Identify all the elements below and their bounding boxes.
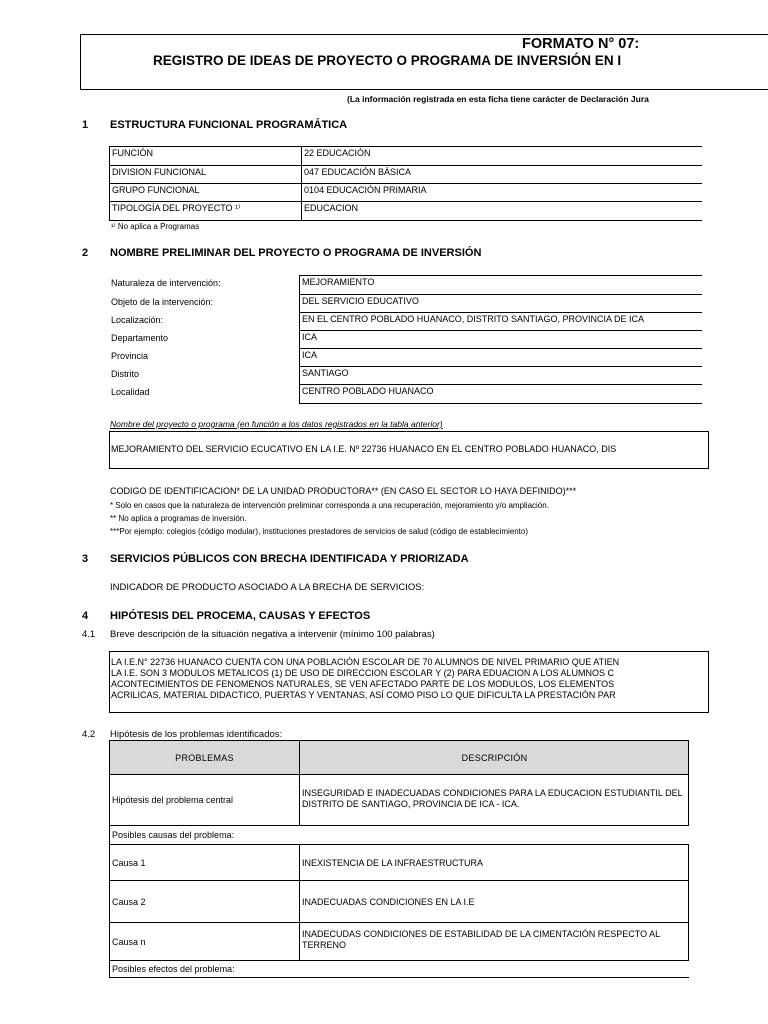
s4-desc-line-1: LA I.E.N° 22736 HUANACO CUENTA CON UNA POBLACIÓN ESCOLAR DE 70 ALUMNOS DE NIVEL PRIMARIO QUE ATIEN bbox=[111, 657, 620, 667]
s2-nombre-label: Nombre del proyecto o programa (en función a los datos registrados en la tabla anterior) bbox=[110, 419, 443, 429]
s1-label-funcion: FUNCIÓN bbox=[109, 146, 302, 165]
section-1-title: ESTRUCTURA FUNCIONAL PROGRAMÁTICA bbox=[110, 119, 348, 131]
s2-value-naturaleza: MEJORAMIENTO bbox=[299, 275, 702, 294]
causa-1-desc: INEXISTENCIA DE LA INFRAESTRUCTURA bbox=[300, 844, 689, 881]
s4-1-number: 4.1 bbox=[82, 629, 96, 640]
col-header-problemas: PROBLEMAS bbox=[109, 740, 300, 775]
causa-2-desc: INADECUADAS CONDICIONES EN LA I.E bbox=[300, 881, 689, 923]
s2-label-provincia: Provincia bbox=[111, 351, 149, 361]
central-label: Hipótesis del problema central bbox=[109, 775, 300, 826]
s2-codigo: CODIGO DE IDENTIFICACION* DE LA UNIDAD PRODUCTORA** (EN CASO EL SECTOR LO HAYA DEFINIDO)*** bbox=[110, 486, 577, 496]
section-3-number: 3 bbox=[82, 553, 89, 565]
causas-label: Posibles causas del problema: bbox=[109, 826, 689, 844]
s2-label-departamento: Departamento bbox=[111, 333, 169, 343]
s1-label-tipologia: TIPOLOGÍA DEL PROYECTO ¹⁾ bbox=[109, 201, 302, 221]
s2-note-2: ** No aplica a programas de inversión. bbox=[110, 514, 247, 523]
col-header-descripcion: DESCRIPCIÓN bbox=[300, 740, 689, 775]
s4-2-label: Hipótesis de los problemas identificados: bbox=[110, 729, 283, 740]
s2-note-3: ***Por ejemplo: colegios (código modular), instituciones prestadores de servicios de salud (código de establecimiento) bbox=[110, 527, 528, 536]
section-2-number: 2 bbox=[82, 247, 89, 259]
s2-value-localizacion: EN EL CENTRO POBLADO HUANACO, DISTRITO SANTIAGO, PROVINCIA DE ICA bbox=[299, 312, 702, 330]
causa-n-label: Causa n bbox=[109, 923, 300, 961]
s2-label-localizacion: Localización: bbox=[111, 315, 164, 325]
s2-label-localidad: Localidad bbox=[111, 387, 150, 397]
s2-value-objeto: DEL SERVICIO EDUCATIVO bbox=[299, 294, 702, 312]
s2-label-objeto: Objeto de la intervención: bbox=[111, 297, 214, 307]
s2-value-localidad: CENTRO POBLADO HUANACO bbox=[299, 384, 702, 404]
causa-1-label: Causa 1 bbox=[109, 844, 300, 881]
s2-value-departamento: ICA bbox=[299, 330, 702, 348]
section-1-number: 1 bbox=[82, 119, 89, 131]
section-4-number: 4 bbox=[82, 610, 89, 622]
s1-value-division: 047 EDUCACIÓN BÁSICA bbox=[302, 165, 702, 183]
section-3-title: SERVICIOS PÚBLICOS CON BRECHA IDENTIFICADA Y PRIORIZADA bbox=[110, 553, 469, 565]
s4-desc-line-3: ACONTECIMIENTOS DE FENOMENOS NATURALES, SE VEN AFECTADO PARTE DE LOS MODULOS, LOS ELEMENTOS bbox=[111, 679, 615, 689]
section-4-title: HIPÓTESIS DEL PROCEMA, CAUSAS Y EFECTOS bbox=[110, 610, 371, 622]
s4-desc-line-4: ACRILICAS, MATERIAL DIDACTICO, PUERTAS Y VENTANAS, ASÍ COMO PISO LO QUE DIFICULTA LA PRESTACIÓN PAR bbox=[111, 690, 616, 700]
s1-label-division: DIVISION FUNCIONAL bbox=[109, 165, 302, 183]
s2-label-naturaleza: Naturaleza de intervención: bbox=[111, 278, 221, 288]
formato-number: FORMATO N° 07: bbox=[522, 36, 640, 52]
s2-value-distrito: SANTIAGO bbox=[299, 366, 702, 384]
s1-label-grupo: GRUPO FUNCIONAL bbox=[109, 183, 302, 201]
s3-indicador: INDICADOR DE PRODUCTO ASOCIADO A LA BRECHA DE SERVICIOS: bbox=[110, 582, 425, 593]
causa-2-label: Causa 2 bbox=[109, 881, 300, 923]
central-desc: INSEGURIDAD E INADECUADAS CONDICIONES PARA LA EDUCACION ESTUDIANTIL DEL DISTRITO DE SANTIAGO, PROVINCIA DE ICA - ICA. bbox=[300, 775, 689, 826]
s2-label-distrito: Distrito bbox=[111, 369, 140, 379]
s1-footnote: ¹⁾ No aplica a Programas bbox=[111, 222, 200, 231]
header-right-border bbox=[688, 740, 689, 775]
s4-desc-line-2: LA I.E. SON 3 MODULOS METALICOS (1) DE USO DE DIRECCION ESCOLAR Y (2) PARA EDUACION A LOS ALUMNOS C bbox=[111, 668, 614, 678]
s4-1-label: Breve descripción de la situación negativa a intervenir (mínimo 100 palabras) bbox=[110, 629, 435, 640]
s1-value-funcion: 22 EDUCACIÓN bbox=[302, 146, 702, 165]
s1-value-grupo: 0104 EDUCACIÓN PRIMARIA bbox=[302, 183, 702, 201]
s2-nombre-value: MEJORAMIENTO DEL SERVICIO ECUCATIVO EN LA I.E. Nº 22736 HUANACO EN EL CENTRO POBLADO HUANACO, DIS bbox=[111, 444, 617, 454]
form-title: REGISTRO DE IDEAS DE PROYECTO O PROGRAMA DE INVERSIÓN EN I bbox=[153, 53, 622, 68]
s2-note-1: * Solo en casos que la naturaleza de intervención preliminar corresponda a una recuperación, mejoramiento y/o ampliación. bbox=[110, 501, 549, 510]
efectos-label: Posibles efectos del problema: bbox=[109, 961, 689, 978]
s1-value-tipologia: EDUCACION bbox=[302, 201, 702, 221]
s2-value-provincia: ICA bbox=[299, 348, 702, 366]
causa-n-desc: INADECUDAS CONDICIONES DE ESTABILIDAD DE LA CIMENTACIÓN RESPECTO AL TERRENO bbox=[300, 923, 689, 961]
s4-2-number: 4.2 bbox=[82, 729, 96, 740]
declaration-note: (La información registrada en esta ficha tiene carácter de Declaración Jura bbox=[347, 94, 649, 104]
section-2-title: NOMBRE PRELIMINAR DEL PROYECTO O PROGRAMA DE INVERSIÓN bbox=[110, 247, 482, 259]
